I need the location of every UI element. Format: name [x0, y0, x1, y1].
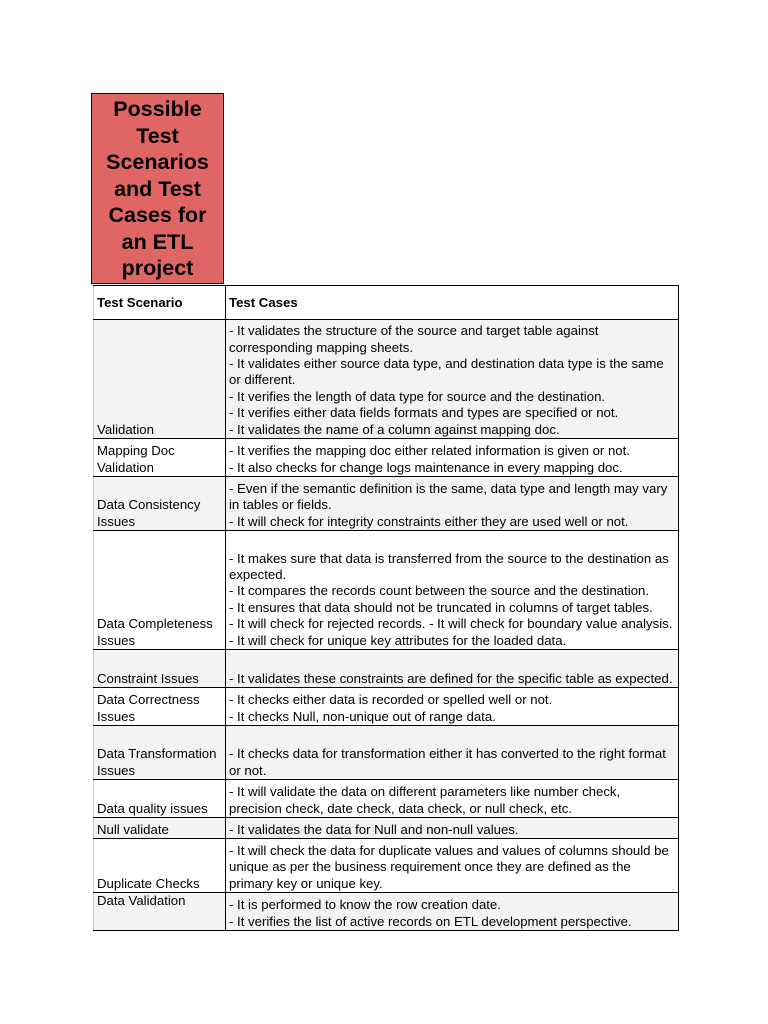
row-scenario: Data quality issues [94, 780, 226, 818]
row-cases: - It verifies the mapping doc either related information is given or not. - It also checks for change logs maintenance in every mapping doc. [226, 439, 679, 477]
table-header-row [94, 286, 679, 320]
table-row [94, 531, 679, 650]
header-test-cases: Test Cases [226, 286, 679, 320]
row-cases: - It is performed to know the row creation date. - It verifies the list of active records on ETL development perspective. [226, 893, 679, 931]
header-test-scenario: Test Scenario [94, 286, 226, 320]
test-scenarios-table [93, 285, 679, 931]
row-cases: - It validates these constraints are defined for the specific table as expected. [226, 650, 679, 688]
table-row [94, 818, 679, 839]
row-scenario: Data Completeness Issues [94, 531, 226, 650]
row-cases: - Even if the semantic definition is the same, data type and length may vary in tables or fields. - It will check for integrity constraints either they are used well or not. [226, 477, 679, 531]
row-scenario: Validation [94, 320, 226, 439]
table-row [94, 688, 679, 726]
table-row [94, 650, 679, 688]
row-scenario: Data Consistency Issues [94, 477, 226, 531]
table-row [94, 893, 679, 931]
table-row [94, 320, 679, 439]
table-row [94, 477, 679, 531]
row-scenario: Mapping Doc Validation [94, 439, 226, 477]
row-scenario: Data Validation [94, 893, 226, 931]
row-scenario: Null validate [94, 818, 226, 839]
row-cases: - It will validate the data on different parameters like number check, precision check, date check, data check, or null check, etc. [226, 780, 679, 818]
row-cases: - It checks data for transformation either it has converted to the right format or not. [226, 726, 679, 780]
row-cases: - It checks either data is recorded or spelled well or not. - It checks Null, non-unique out of range data. [226, 688, 679, 726]
row-cases: - It validates the structure of the source and target table against corresponding mapping sheets. - It validates either source data type, and destination data type is the same or different. - It verifies the length of data type for source and the destination. - It verifies either data fields formats and types are specified or not. - It validates the name of a column against mapping doc. [226, 320, 679, 439]
table-row [94, 439, 679, 477]
row-scenario: Data Correctness Issues [94, 688, 226, 726]
document-title: Possible Test Scenarios and Test Cases for an ETL project [106, 97, 209, 280]
table-row [94, 839, 679, 893]
row-cases: - It will check the data for duplicate values and values of columns should be unique as per the business requirement once they are defined as the primary key or unique key. [226, 839, 679, 893]
table-row [94, 780, 679, 818]
row-cases: - It makes sure that data is transferred from the source to the destination as expected. - It compares the records count between the source and the destination. - It ensures that data should not be truncated in columns of target tables. - It will check for rejected records. - It will check for boundary value analysis. - It will check for unique key attributes for the loaded data. [226, 531, 679, 650]
row-scenario: Duplicate Checks [94, 839, 226, 893]
table-row [94, 726, 679, 780]
row-cases: - It validates the data for Null and non-null values. [226, 818, 679, 839]
row-scenario: Constraint Issues [94, 650, 226, 688]
title-cell [91, 93, 224, 284]
row-scenario: Data Transformation Issues [94, 726, 226, 780]
